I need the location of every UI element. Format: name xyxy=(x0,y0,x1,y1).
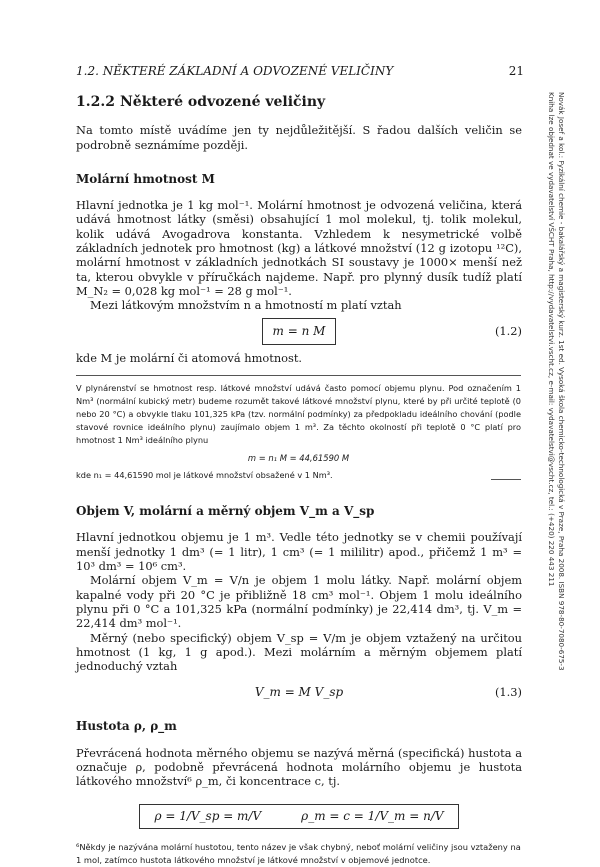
equation-1-3 xyxy=(76,677,522,707)
spacer xyxy=(76,711,522,719)
density-formula-left: ρ = 1/V_sp = m/V xyxy=(154,809,262,824)
volume-paragraph-1: Hlavní jednotkou objemu je 1 m³. Vedle této jednotky se v chemii používají menší jednotky 1 dm³ (= 1 litr), 1 cm³ (= 1 mililitr) apod., přičemž 1 m³ = 10³ dm³ = 10⁶ cm³. xyxy=(76,530,522,574)
equation-1-2 xyxy=(76,317,522,347)
volume-paragraph-2: Molární objem V_m = V/n je objem 1 molu látky. Např. molární objem kapalné vody při 20 °C je přibližně 18 cm³ mol⁻¹. Objem 1 molu ideálního plynu při 0 °C a 101,325 kPa (normální podmínky) je 22,414 dm³, tj. V_m = 22,414 dm³ mol⁻¹. xyxy=(76,573,522,631)
section-number: 1.2.2 xyxy=(76,94,115,110)
page-number: 21 xyxy=(508,64,524,78)
main-content xyxy=(76,95,522,867)
equation-number: (1.2) xyxy=(494,324,522,339)
header-section: 1.2. NĚKTERÉ ZÁKLADNÍ A ODVOZENÉ VELIČINY xyxy=(76,64,394,78)
heading-molar-mass: Molární hmotnost M xyxy=(76,171,215,186)
heading-volume: Objem V, molární a měrný objem V_m a V_sp xyxy=(76,504,375,519)
note-end-rule xyxy=(491,479,521,480)
note-text: V plynárenství se hmotnost resp. látkové množství udává často pomocí objemu plynu. Pod označením 1 Nm³ (normální kubický metr) budeme rozumět takové látkové množství plynu, které by při určité teplotě (0 nebo 20 °C) a obvykle tlaku 101,325 kPa (tzv. normální podmínky) za předpokladu ideálního chování (podle stavové rovnice ideálního plynu) zaujímalo objem 1 m³. Za těchto okolností při teplotě 0 °C platí pro hmotnost 1 Nm³ ideálního plynu xyxy=(76,382,521,445)
density-boxed-formula xyxy=(139,804,458,828)
gas-note-box xyxy=(76,375,521,482)
section-title xyxy=(76,95,522,109)
density-formula-right: ρ_m = c = 1/V_m = n/V xyxy=(301,809,444,824)
density-paragraph: Převrácená hodnota měrného objemu se nazývá měrná (specifická) hustota a označuje ρ, podobně převrácená hodnota molárního objemu je hustota látkového množství⁶ ρ_m, či koncentrace c, tj. xyxy=(76,745,522,789)
vertical-citation xyxy=(546,92,566,752)
heading-density: Hustota ρ, ρ_m xyxy=(76,719,177,734)
note-end xyxy=(76,469,521,482)
molar-mass-note: kde M je molární či atomová hmotnost. xyxy=(76,350,303,365)
intro-paragraph: Na tomto místě uvádíme jen ty nejdůležitější. S řadou dalších veličin se podrobně seznámíme později. xyxy=(76,123,522,152)
molar-mass-paragraph: Hlavní jednotka je 1 kg mol⁻¹. Molární hmotnost je odvozená veličina, která udává hmotnost látky (směsi) obsahující 1 mol molekul, tj. tolik molekul, kolik udává Avogadrova konstanta. Vzhledem k nesymetrické volbě základních jednotek pro hmotnost (kg) a látkové množství (12 g izotopu ¹²C), molární hmotnost v základních jednotkách SI soustavy je 1000× menší než ta, kterou obvykle v příručkách najdeme. Např. pro plynný dusík tudíž platí M_N₂ = 0,028 kg mol⁻¹ = 28 g mol⁻¹. xyxy=(76,198,522,298)
section-title-text: Některé odvozené veličiny xyxy=(120,94,326,110)
citation-line-1: Novák Josef a kol.: Fyzikální chemie - bakalářský a magisterský kurz. 1st ed. Vysoká škola chemicko-technologická v Praze, Praha 2008. ISBN 978-80-7080-675-3 xyxy=(557,92,566,671)
spacer xyxy=(76,482,522,504)
molar-mass-relation-text: Mezi látkovým množstvím n a hmotností m platí vztah xyxy=(90,298,402,313)
volume-paragraph-3: Měrný (nebo specifický) objem V_sp = V/m je objem vztažený na určitou hmotnost (1 kg, 1 g apod.). Mezi molárním a měrným objemem platí jednoduchý vztah xyxy=(76,630,522,674)
density-equation xyxy=(76,797,522,837)
note-formula: m = n₁ M = 44,61590 M xyxy=(247,452,350,463)
citation-line-2: Kniha lze objednat ve vydavatelství VŠCHT Praha, http://vydavatelstvi.vscht.cz, e-mail: vydavatelstvi@vscht.cz, tel.: (+420) 220 443 211 xyxy=(547,92,556,587)
footnote: ⁶Někdy je nazývána molární hustotou, tento název je však chybný, neboť molární veličiny jsou vztaženy na 1 mol, zatímco hustota látkového množství je látkové množství v objemové jednotce. xyxy=(76,841,521,865)
equation-number: (1.3) xyxy=(494,685,522,700)
volume-formula: V_m = M V_sp xyxy=(254,685,344,700)
boxed-formula: m = n M xyxy=(262,318,337,344)
running-header xyxy=(76,64,524,78)
note-end-text: kde n₁ = 44,61590 mol je látkové množství obsažené v 1 Nm³. xyxy=(76,470,333,481)
